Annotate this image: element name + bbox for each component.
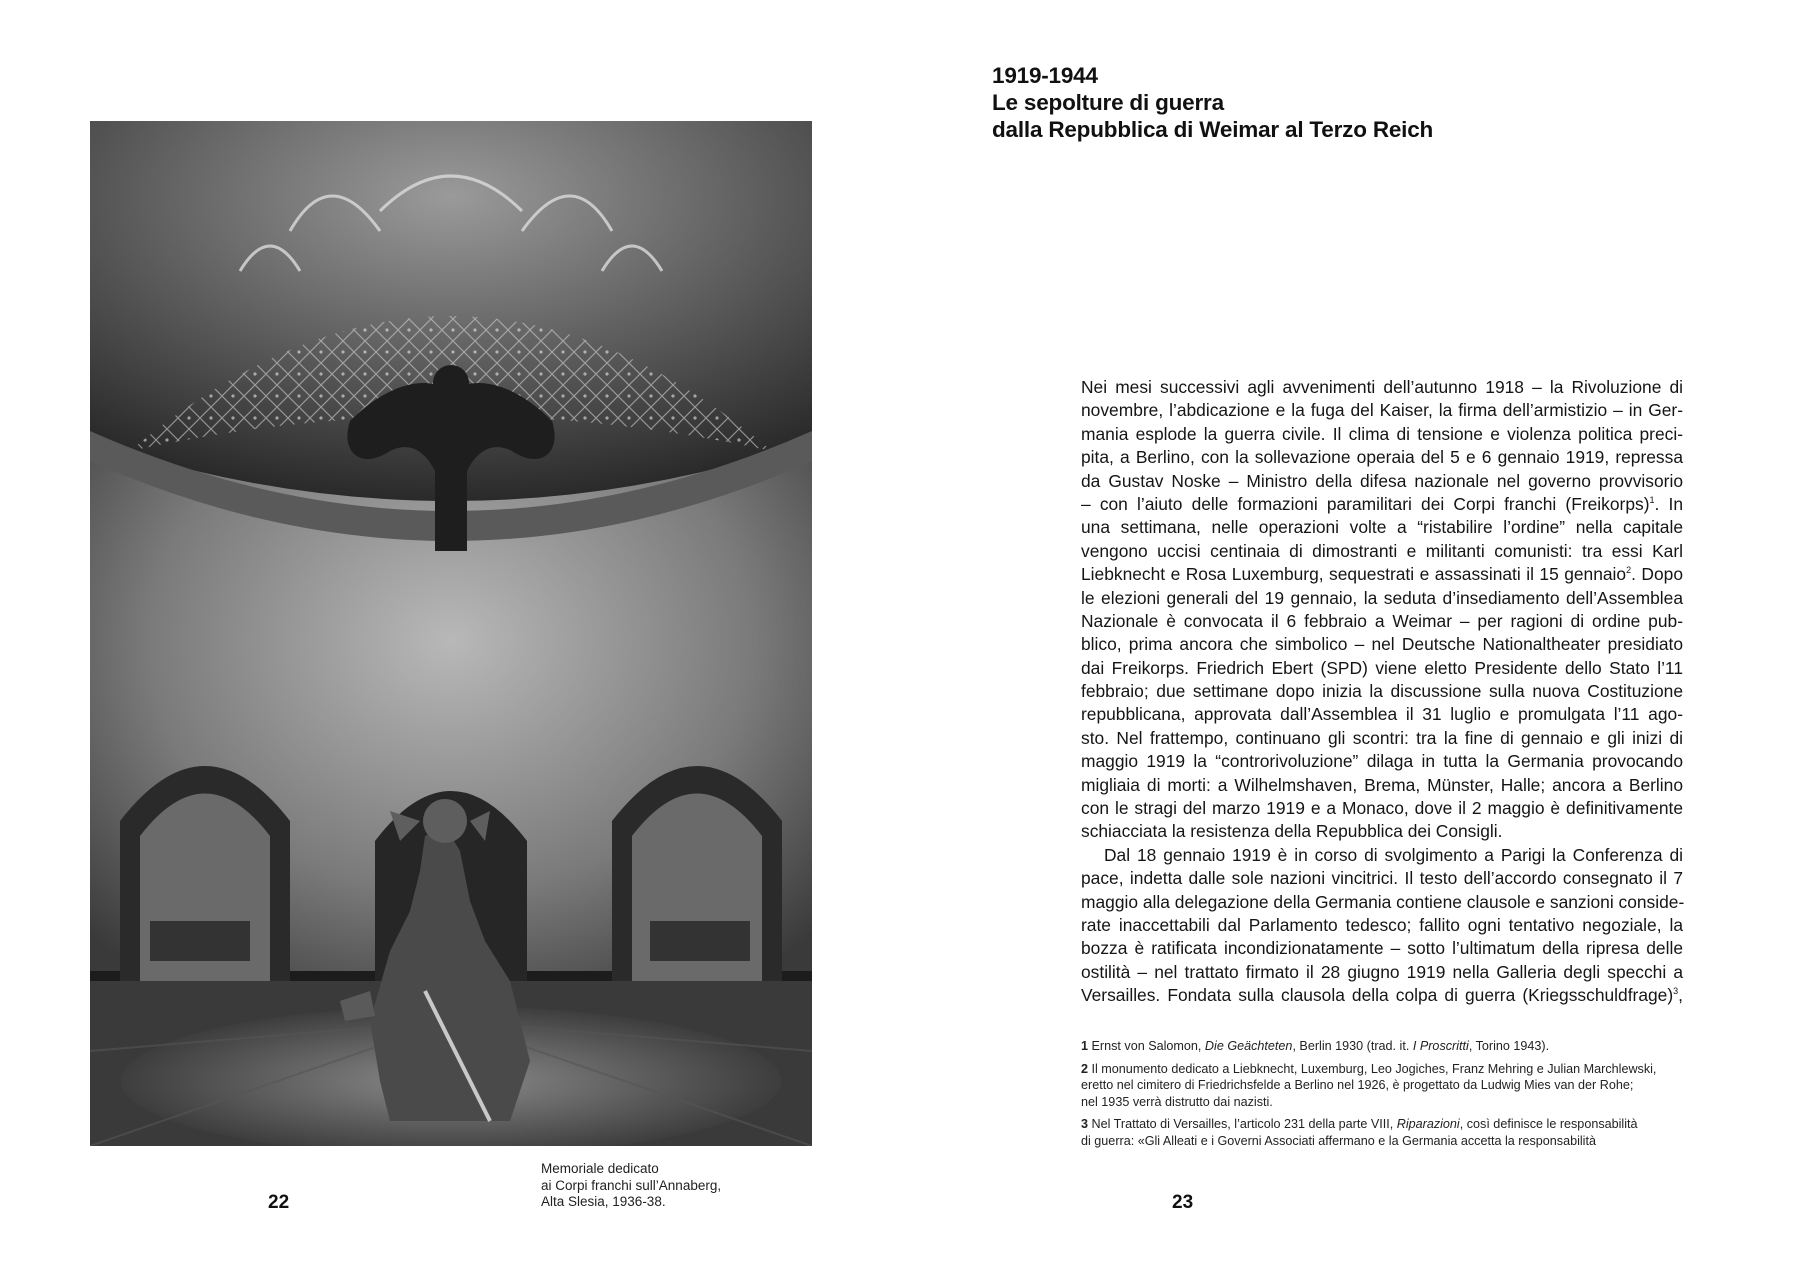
body-line: dai Freikorps. Friedrich Ebert (SPD) viene eletto Presidente dello Stato l’11 xyxy=(1081,657,1683,678)
body-line: maggio 1919 la “controrivoluzione” dilaga in tutta la Germania provocando xyxy=(1081,751,1683,772)
footnote-text: Ernst von Salomon, xyxy=(1088,1039,1205,1053)
body-line: con le stragi del marzo 1919 e a Monaco, dove il 2 maggio è definitivamente xyxy=(1081,798,1683,819)
page-number-right: 23 xyxy=(1172,1192,1194,1213)
footnote-title: Riparazioni xyxy=(1396,1117,1460,1131)
body-line: le elezioni generali del 19 gennaio, la seduta d’insediamento dell’Assemblea xyxy=(1081,587,1683,608)
body-line: ostilità – nel trattato firmato il 28 giugno 1919 nella Galleria degli specchi a xyxy=(1081,961,1683,982)
body-line: una settimana, nelle operazioni volte a “ristabilire l’ordine” nella capitale xyxy=(1081,517,1683,538)
body-line: repubblicana, approvata dall’Assemblea il 31 luglio e promulgata l’11 ago- xyxy=(1081,704,1683,725)
body-line: sto. Nel frattempo, continuano gli scontri: tra la fine di gennaio e gli inizi di xyxy=(1081,727,1683,748)
body-line xyxy=(1081,563,1683,586)
footnote-line: nel 1935 verrà distrutto dai nazisti. xyxy=(1081,1094,1273,1109)
photo-caption xyxy=(541,1161,801,1211)
footnote-ref[interactable]: 1 xyxy=(1649,495,1655,506)
chapter-title-line: Le sepolture di guerra xyxy=(992,90,1224,115)
footnote-ref[interactable]: 2 xyxy=(1626,565,1632,576)
body-line: vengono uccisi centinaia di dimostranti e militanti comunisti: tra essi Karl xyxy=(1081,540,1683,561)
footnote-title: Die Geächteten xyxy=(1204,1039,1293,1053)
footnote-ref[interactable]: 3 xyxy=(1673,986,1679,997)
chapter-title-line: dalla Repubblica di Weimar al Terzo Reich xyxy=(992,117,1434,142)
footnote-text: , Torino 1943). xyxy=(1468,1039,1550,1053)
body-line: maggio alla delegazione della Germania contiene clausole e sanzioni conside- xyxy=(1081,891,1685,912)
body-line: schiacciata la resistenza della Repubblica dei Consigli. xyxy=(1081,821,1503,842)
body-line: pita, a Berlino, con la sollevazione operaia del 5 e 6 gennaio 1919, repressa xyxy=(1081,447,1683,468)
body-line: migliaia di morti: a Wilhelmshaven, Brema, Münster, Halle; ancora a Berlino xyxy=(1081,774,1683,795)
body-line: novembre, l’abdicazione e la fuga del Kaiser, la firma dell’armistizio – in Ger- xyxy=(1081,400,1683,421)
footnotes xyxy=(1081,1038,1701,1155)
footnote-text: , Berlin 1930 (trad. it. xyxy=(1292,1039,1413,1053)
body-line: blico, prima ancora che simbolico – nel Deutsche Nationaltheater presidiato xyxy=(1081,634,1683,655)
footnote-2 xyxy=(1081,1061,1701,1111)
caption-line: Alta Slesia, 1936-38. xyxy=(541,1194,666,1209)
caption-line: Memoriale dedicato xyxy=(541,1161,659,1176)
caption-line: ai Corpi franchi sull’Annaberg, xyxy=(541,1177,722,1193)
body-line-text: Versailles. Fondata sulla clausola della colpa di guerra (Kriegsschuldfrage) xyxy=(1081,985,1674,1006)
footnote-text: Nel Trattato di Versailles, l’articolo 231 della parte VIII, xyxy=(1088,1117,1397,1131)
footnote-line: di guerra: «Gli Alleati e i Governi Associati affermano e la Germania accetta la responsabilità xyxy=(1081,1133,1596,1148)
photograph-memorial-icon xyxy=(90,121,812,1146)
body-line-tail: . In xyxy=(1654,493,1683,514)
page-number-left: 22 xyxy=(268,1192,290,1213)
body-line-text: Liebknecht e Rosa Luxemburg, sequestrati e assassinati il 15 gennaio xyxy=(1081,564,1627,585)
memorial-photograph xyxy=(90,121,812,1146)
body-line-tail: , xyxy=(1678,985,1683,1006)
body-line xyxy=(1081,984,1683,1007)
body-line: Nei mesi successivi agli avvenimenti dell’autunno 1918 – la Rivoluzione di xyxy=(1081,377,1683,397)
footnote-line xyxy=(1081,1038,1701,1055)
footnote-title: I Proscritti xyxy=(1412,1039,1469,1053)
body-line-text: – con l’aiuto delle formazioni paramilitari dei Corpi franchi (Freikorps) xyxy=(1081,493,1650,514)
footnote-1 xyxy=(1081,1038,1701,1055)
body-line: mania esplode la guerra civile. Il clima di tensione e violenza politica preci- xyxy=(1081,423,1683,444)
footnote-number: 1 xyxy=(1081,1039,1089,1053)
body-line: febbraio; due settimane dopo inizia la discussione sulla nuova Costituzione xyxy=(1081,681,1683,702)
body-line: pace, indetta dalle sole nazioni vincitrici. Il testo dell’accordo consegnato il 7 xyxy=(1081,868,1683,889)
footnote-text: Il monumento dedicato a Liebknecht, Luxemburg, Leo Jogiches, Franz Mehring e Julian Marchlewski, xyxy=(1088,1061,1657,1076)
body-line-tail: . Dopo xyxy=(1631,564,1683,585)
footnote-text: , così definisce le responsabilità xyxy=(1459,1117,1638,1131)
body-line xyxy=(1081,493,1683,516)
footnote-line xyxy=(1081,1061,1701,1078)
chapter-title xyxy=(992,62,1752,143)
body-line: rate inaccettabili dal Parlamento tedesco; fallito ogni tentativo negoziale, la xyxy=(1081,914,1683,935)
footnote-number: 3 xyxy=(1081,1117,1089,1131)
body-line: Nazionale è convocata il 6 febbraio a Weimar – per ragioni di ordine pub- xyxy=(1081,610,1683,631)
chapter-title-line: 1919-1944 xyxy=(992,63,1098,88)
body-line: Dal 18 gennaio 1919 è in corso di svolgimento a Parigi la Conferenza di xyxy=(1104,844,1683,865)
right-page xyxy=(897,0,1794,1264)
footnote-line: eretto nel cimitero di Friedrichsfelde a Berlino nel 1926, è progettato da Ludwig Mies van der Rohe; xyxy=(1081,1078,1634,1092)
footnote-number: 2 xyxy=(1081,1061,1089,1076)
body-text xyxy=(1081,376,1683,1008)
footnote-line xyxy=(1081,1116,1701,1133)
body-line: da Gustav Noske – Ministro della difesa nazionale nel governo provvisorio xyxy=(1081,470,1683,491)
body-line: bozza è ratificata incondizionatamente – sotto l’ultimatum della ripresa delle xyxy=(1081,938,1683,959)
footnote-3 xyxy=(1081,1116,1701,1149)
